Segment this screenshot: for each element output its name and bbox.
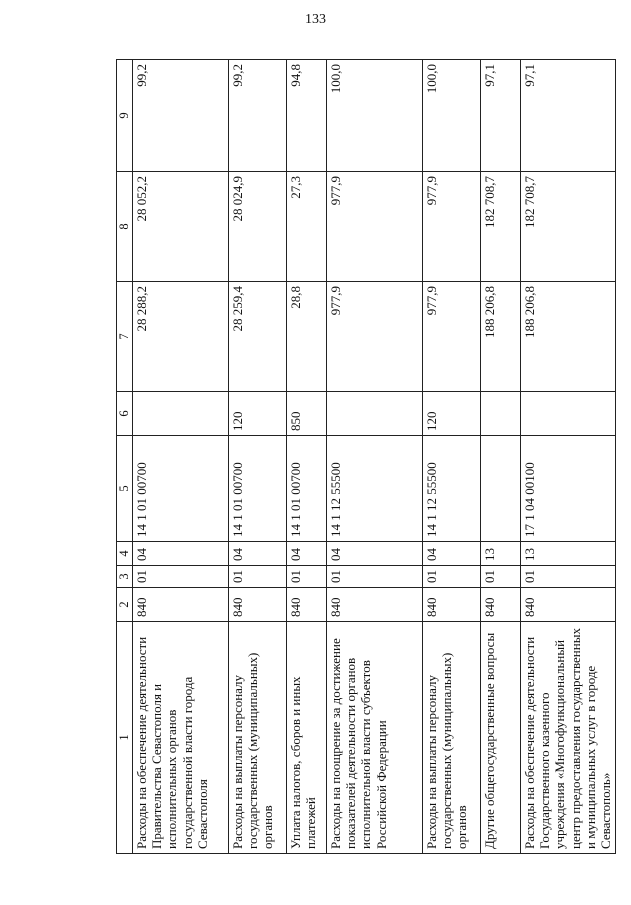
row-name-cell: Расходы на выплаты персоналу государственных (муниципальных) органов xyxy=(422,622,480,854)
table-row xyxy=(480,60,520,854)
actual-amount-cell: 977,9 xyxy=(326,172,422,282)
planned-amount-cell: 28 288,2 xyxy=(132,282,228,392)
ministry-code-cell: 840 xyxy=(228,588,286,622)
expense-type-cell xyxy=(132,392,228,436)
percent-cell: 99,2 xyxy=(228,60,286,172)
expense-type-cell xyxy=(520,392,615,436)
row-name-cell: Другие общегосударственные вопросы xyxy=(480,622,520,854)
subsection-code-cell: 04 xyxy=(422,542,480,566)
row-name-cell: Расходы на обеспечение деятельности Государственного казенного учреждения «Многофункциональный центр предоставления государственных и муниципальных услуг в городе Севастополь» xyxy=(520,622,615,854)
budget-table xyxy=(116,59,616,854)
target-article-cell: 14 1 01 00700 xyxy=(132,436,228,542)
table-row xyxy=(132,60,228,854)
page-number: 133 xyxy=(305,12,326,27)
expense-type-cell: 850 xyxy=(286,392,326,436)
subsection-code-cell: 04 xyxy=(132,542,228,566)
percent-cell: 100,0 xyxy=(422,60,480,172)
header-cell: 7 xyxy=(117,282,133,392)
header-cell: 8 xyxy=(117,172,133,282)
section-code-cell: 01 xyxy=(132,566,228,588)
header-cell: 4 xyxy=(117,542,133,566)
target-article-cell xyxy=(480,436,520,542)
section-code-cell: 01 xyxy=(228,566,286,588)
table-row xyxy=(286,60,326,854)
subsection-code-cell: 04 xyxy=(228,542,286,566)
header-cell: 6 xyxy=(117,392,133,436)
expense-type-cell: 120 xyxy=(422,392,480,436)
target-article-cell: 17 1 04 00100 xyxy=(520,436,615,542)
ministry-code-cell: 840 xyxy=(326,588,422,622)
header-cell: 5 xyxy=(117,436,133,542)
header-cell: 3 xyxy=(117,566,133,588)
subsection-code-cell: 13 xyxy=(520,542,615,566)
table-row xyxy=(228,60,286,854)
header-cell: 2 xyxy=(117,588,133,622)
actual-amount-cell: 28 024,9 xyxy=(228,172,286,282)
section-code-cell: 01 xyxy=(286,566,326,588)
target-article-cell: 14 1 01 00700 xyxy=(228,436,286,542)
table-row xyxy=(422,60,480,854)
ministry-code-cell: 840 xyxy=(422,588,480,622)
section-code-cell: 01 xyxy=(480,566,520,588)
planned-amount-cell: 28 259,4 xyxy=(228,282,286,392)
planned-amount-cell: 188 206,8 xyxy=(480,282,520,392)
row-name-cell: Расходы на выплаты персоналу государственных (муниципальных) органов xyxy=(228,622,286,854)
target-article-cell: 14 1 12 55500 xyxy=(422,436,480,542)
subsection-code-cell: 13 xyxy=(480,542,520,566)
table-container xyxy=(116,60,631,849)
subsection-code-cell: 04 xyxy=(286,542,326,566)
section-code-cell: 01 xyxy=(520,566,615,588)
section-code-cell: 01 xyxy=(422,566,480,588)
percent-cell: 99,2 xyxy=(132,60,228,172)
table-row xyxy=(326,60,422,854)
row-name-cell: Уплата налогов, сборов и иных платежей xyxy=(286,622,326,854)
actual-amount-cell: 28 052,2 xyxy=(132,172,228,282)
rotated-table xyxy=(116,60,614,854)
row-name-cell: Расходы на обеспечение деятельности Правительства Севастополя и исполнительных органов государственной власти города Севастополя xyxy=(132,622,228,854)
ministry-code-cell: 840 xyxy=(520,588,615,622)
header-cell: 9 xyxy=(117,60,133,172)
percent-cell: 94,8 xyxy=(286,60,326,172)
ministry-code-cell: 840 xyxy=(286,588,326,622)
planned-amount-cell: 188 206,8 xyxy=(520,282,615,392)
planned-amount-cell: 977,9 xyxy=(422,282,480,392)
expense-type-cell: 120 xyxy=(228,392,286,436)
table-row xyxy=(520,60,615,854)
planned-amount-cell: 977,9 xyxy=(326,282,422,392)
subsection-code-cell: 04 xyxy=(326,542,422,566)
planned-amount-cell: 28,8 xyxy=(286,282,326,392)
percent-cell: 97,1 xyxy=(520,60,615,172)
actual-amount-cell: 27,3 xyxy=(286,172,326,282)
expense-type-cell xyxy=(480,392,520,436)
section-code-cell: 01 xyxy=(326,566,422,588)
target-article-cell: 14 1 12 55500 xyxy=(326,436,422,542)
percent-cell: 100,0 xyxy=(326,60,422,172)
actual-amount-cell: 182 708,7 xyxy=(480,172,520,282)
actual-amount-cell: 182 708,7 xyxy=(520,172,615,282)
ministry-code-cell: 840 xyxy=(480,588,520,622)
ministry-code-cell: 840 xyxy=(132,588,228,622)
row-name-cell: Расходы на поощрение за достижение показателей деятельности органов исполнительной власти субъектов Российской Федерации xyxy=(326,622,422,854)
expense-type-cell xyxy=(326,392,422,436)
target-article-cell: 14 1 01 00700 xyxy=(286,436,326,542)
header-cell: 1 xyxy=(117,622,133,854)
actual-amount-cell: 977,9 xyxy=(422,172,480,282)
percent-cell: 97,1 xyxy=(480,60,520,172)
header-row xyxy=(117,60,133,854)
